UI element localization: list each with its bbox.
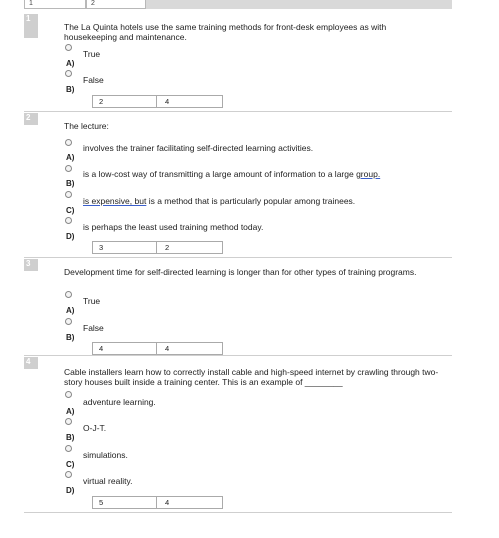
radio-option-d[interactable] [65,217,72,224]
option-d-letter: D) [66,232,75,241]
question-4 [24,357,452,513]
option-b-letter: B) [66,85,75,94]
option-b-text: False [83,75,104,85]
option-a-letter: A) [66,153,75,162]
option-c-letter: C) [66,460,75,469]
option-b-text-main: is a low-cost way of transmitting a large amount of information to a large [83,169,357,179]
radio-option-a[interactable] [65,44,72,51]
answer-right: 2 [165,243,170,252]
option-c-text-underlined: is expensive, but [83,196,147,206]
answer-right: 4 [165,498,170,507]
answer-right: 4 [165,344,170,353]
question-text: Development time for self-directed learning is longer than for other types of training programs. [64,267,417,277]
answer-left: 5 [93,497,157,508]
option-d-text: virtual reality. [83,476,133,486]
option-a-text: True [83,296,101,306]
option-b-text: False [83,323,104,333]
radio-option-b[interactable] [65,70,72,77]
option-a-text: True [83,49,101,59]
radio-option-b[interactable] [65,318,72,325]
question-3 [24,259,452,356]
option-d-letter: D) [66,486,75,495]
option-b-letter: B) [66,179,75,188]
radio-option-d[interactable] [65,471,72,478]
question-number: 3 [24,259,38,271]
radio-option-c[interactable] [65,191,72,198]
question-text: The lecture: [64,121,109,131]
answer-box [92,95,223,108]
answer-left: 4 [93,343,157,354]
option-b-letter: B) [66,333,75,342]
radio-option-a[interactable] [65,139,72,146]
answer-right: 4 [165,97,170,106]
radio-option-b[interactable] [65,165,72,172]
option-a-text: adventure learning. [83,397,156,407]
option-c-text: simulations. [83,450,128,460]
option-b-letter: B) [66,433,75,442]
radio-option-a[interactable] [65,391,72,398]
question-number: 2 [24,113,38,125]
radio-option-a[interactable] [65,291,72,298]
question-text: The La Quinta hotels use the same training methods for front-desk employees as with housekeeping and maintenance. [64,22,387,42]
option-a-letter: A) [66,59,75,68]
answer-box [92,496,223,509]
question-2 [24,113,452,258]
option-b-text-underlined: group. [356,169,381,179]
question-number: 4 [24,357,38,369]
question-1 [24,14,452,112]
header-col-1: 1 [24,0,86,9]
option-d-text: is perhaps the least used training method today. [83,222,264,232]
header-col-2: 2 [86,0,146,9]
option-a-letter: A) [66,306,75,315]
answer-left: 3 [93,242,157,253]
radio-option-b[interactable] [65,418,72,425]
answer-left: 2 [93,96,157,107]
question-text: Cable installers learn how to correctly install cable and high-speed internet by crawling through two-story houses built inside a training center. This is an example of ________ [64,367,439,387]
option-b-text: O-J-T. [83,423,107,433]
question-number: 1 [24,14,38,38]
option-c-text [83,196,438,206]
header-bar [24,0,452,9]
option-c-letter: C) [66,206,75,215]
answer-box [92,241,223,254]
option-a-letter: A) [66,407,75,416]
option-a-text: involves the trainer facilitating self-directed learning activities. [83,143,314,153]
answer-box [92,342,223,355]
option-c-text-main: is a method that is particularly popular among trainees. [146,196,356,206]
radio-option-c[interactable] [65,445,72,452]
option-b-text [83,169,438,179]
